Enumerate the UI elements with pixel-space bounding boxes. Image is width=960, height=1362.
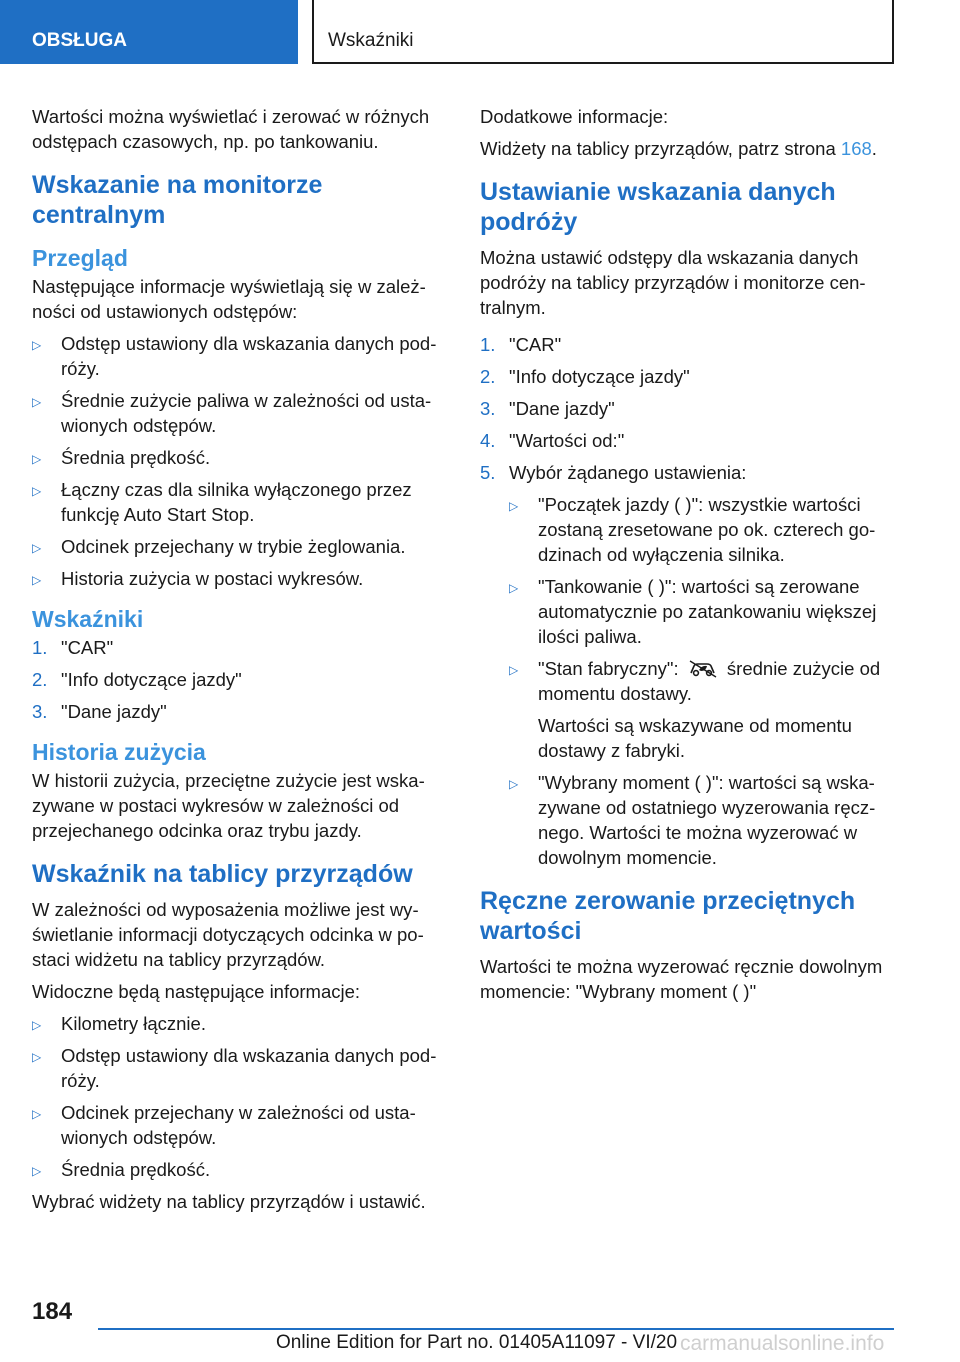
intro-text: Wartości można wyświetlać i zerować w różnych odstępach czasowych, np. po tankowaniu. (32, 106, 430, 152)
widzety-text: Widżety na tablicy przyrządów, patrz strona 168. (480, 138, 877, 159)
triangle-right-icon: ▷ (32, 1164, 42, 1178)
list-item: ▷ Średnia prędkość. (32, 1157, 448, 1182)
triangle-right-icon: ▷ (32, 395, 42, 409)
triangle-right-icon: ▷ (32, 1018, 42, 1032)
triangle-right-icon: ▷ (32, 573, 42, 587)
list-item: ▷ "Tankowanie ( )": wartości są zerowane automatycznie po zatankowaniu większej ilości paliwa. (509, 576, 877, 647)
page-number: 184 (32, 1298, 73, 1325)
o3-note: Wartości są wskazywane od momentu dostawy z fabryki. (538, 715, 852, 761)
tablica-text-2: Widoczne będą następujące informacje: (32, 981, 361, 1002)
list-item: ▷ Średnia prędkość. (32, 445, 448, 470)
reczne-text: Wartości te można wyzerować ręcznie dowolnym momencie: "Wybrany moment ( )" (480, 956, 883, 1002)
triangle-right-icon: ▷ (509, 663, 519, 677)
triangle-right-icon: ▷ (32, 1050, 42, 1064)
tablica-text: W zależności od wyposażenia możliwe jest wyświetlanie informacji dotyczących odcinka w postaci widżetu na tablicy przyrządów. (32, 899, 424, 970)
header-section-tab: OBSŁUGA (0, 0, 298, 64)
heading-ustawianie: Ustawianie wskazania danych podróży (480, 178, 836, 236)
steps-list (480, 332, 900, 870)
tablica-outro: Wybrać widżety na tablicy przyrządów i ustawić. (32, 1191, 426, 1212)
heading-tablica: Wskaźnik na tablicy przyrządów (32, 860, 413, 888)
list-item: ▷ Kilometry łącznie. (32, 1011, 448, 1036)
heading-wskazniki: Wskaźniki (32, 606, 144, 632)
triangle-right-icon: ▷ (509, 777, 519, 791)
triangle-right-icon: ▷ (32, 338, 42, 352)
dodatkowe-text: Dodatkowe informacje: (480, 106, 669, 127)
list-item: 4. "Wartości od:" (480, 430, 625, 451)
list-item: 3. "Dane jazdy" (32, 701, 167, 722)
list-item: ▷ Odstęp ustawiony dla wskazania danych podróży. (32, 1045, 437, 1091)
list-item: ▷ Odcinek przejechany w trybie żeglowania. (32, 534, 448, 559)
left-column (32, 104, 448, 1221)
list-item: 1. "CAR" (32, 637, 114, 658)
options-list (509, 492, 900, 870)
list-item: ▷ "Wybrany moment ( )": wartości są wskazywane od ostatniego wyzerowania ręcznego. Wartości te można wyzerować w dowolnym momencie. (509, 772, 876, 868)
list-item: ▷ Odcinek przejechany w zależności od ustawionych odstępów. (32, 1102, 416, 1148)
list-item: 5. Wybór żądanego ustawienia: ▷ "Początek jazdy ( )": wszystkie wartości zostaną zresetowane po ok. czterech godzinach od wyłączenia silnika. ▷ "Tankowanie ( )": wartości są zerowane automatycznie po zatankowaniu większej ilości paliwa. ▷ "Stan fabryczny": średnie zużycie od momentu dostawy. Wartości są wskazywane od momentu dostawy z fabryki. ▷ "Wybrany moment ( )": wartości są wskazywane od ostatniego wyzerowania ręcznego. Wartości te można wyzerować w dowolnym momencie. (480, 460, 900, 870)
list-item: ▷ "Początek jazdy ( )": wszystkie wartości zostaną zresetowane po ok. czterech godzinach od wyłączenia silnika. (509, 494, 876, 565)
triangle-right-icon: ▷ (32, 1107, 42, 1121)
ustawianie-text: Można ustawić odstępy dla wskazania danych podróży na tablicy przyrządów i monitorze centralnym. (480, 247, 866, 318)
przeglad-text: Następujące informacje wyświetlają się w zależności od ustawionych odstępów: (32, 276, 426, 322)
list-item: ▷ Historia zużycia w postaci wykresów. (32, 566, 448, 591)
right-column (480, 104, 900, 1011)
heading-monitor: Wskazanie na monitorze centralnym (32, 171, 323, 229)
eco-car-icon (688, 658, 718, 678)
tablica-list (32, 1011, 448, 1182)
wskazniki-list (32, 635, 448, 724)
footer-divider (98, 1328, 894, 1330)
triangle-right-icon: ▷ (32, 541, 42, 555)
heading-reczne: Ręczne zerowanie przeciętnych wartości (480, 887, 856, 945)
list-item: ▷ Odstęp ustawiony dla wskazania danych podróży. (32, 333, 437, 379)
triangle-right-icon: ▷ (32, 484, 42, 498)
list-item: ▷ Łączny czas dla silnika wyłączonego przez funkcję Auto Start Stop. (32, 479, 412, 525)
triangle-right-icon: ▷ (509, 581, 519, 595)
historia-text: W historii zużycia, przeciętne zużycie jest wskazywane w postaci wykresów w zależności od przejechanego odcinka oraz trybu jazdy. (32, 770, 425, 841)
list-item: 2. "Info dotyczące jazdy" (32, 669, 242, 690)
list-item: ▷ Średnie zużycie paliwa w zależności od ustawionych odstępów. (32, 390, 432, 436)
triangle-right-icon: ▷ (509, 499, 519, 513)
header-title: Wskaźniki (312, 0, 894, 64)
list-item: ▷ "Stan fabryczny": średnie zużycie od momentu dostawy. (509, 658, 881, 704)
heading-historia: Historia zużycia (32, 739, 206, 765)
list-item: 1. "CAR" (480, 334, 562, 355)
triangle-right-icon: ▷ (32, 452, 42, 466)
list-item: 3. "Dane jazdy" (480, 398, 615, 419)
footer-edition: Online Edition for Part no. 01405A11097 - VI/20 (276, 1332, 678, 1353)
przeglad-list (32, 331, 448, 591)
list-item: 2. "Info dotyczące jazdy" (480, 366, 690, 387)
page-link[interactable]: 168 (840, 138, 872, 159)
watermark: carmanualsonline.info (680, 1332, 885, 1355)
heading-przeglad: Przegląd (32, 245, 128, 271)
